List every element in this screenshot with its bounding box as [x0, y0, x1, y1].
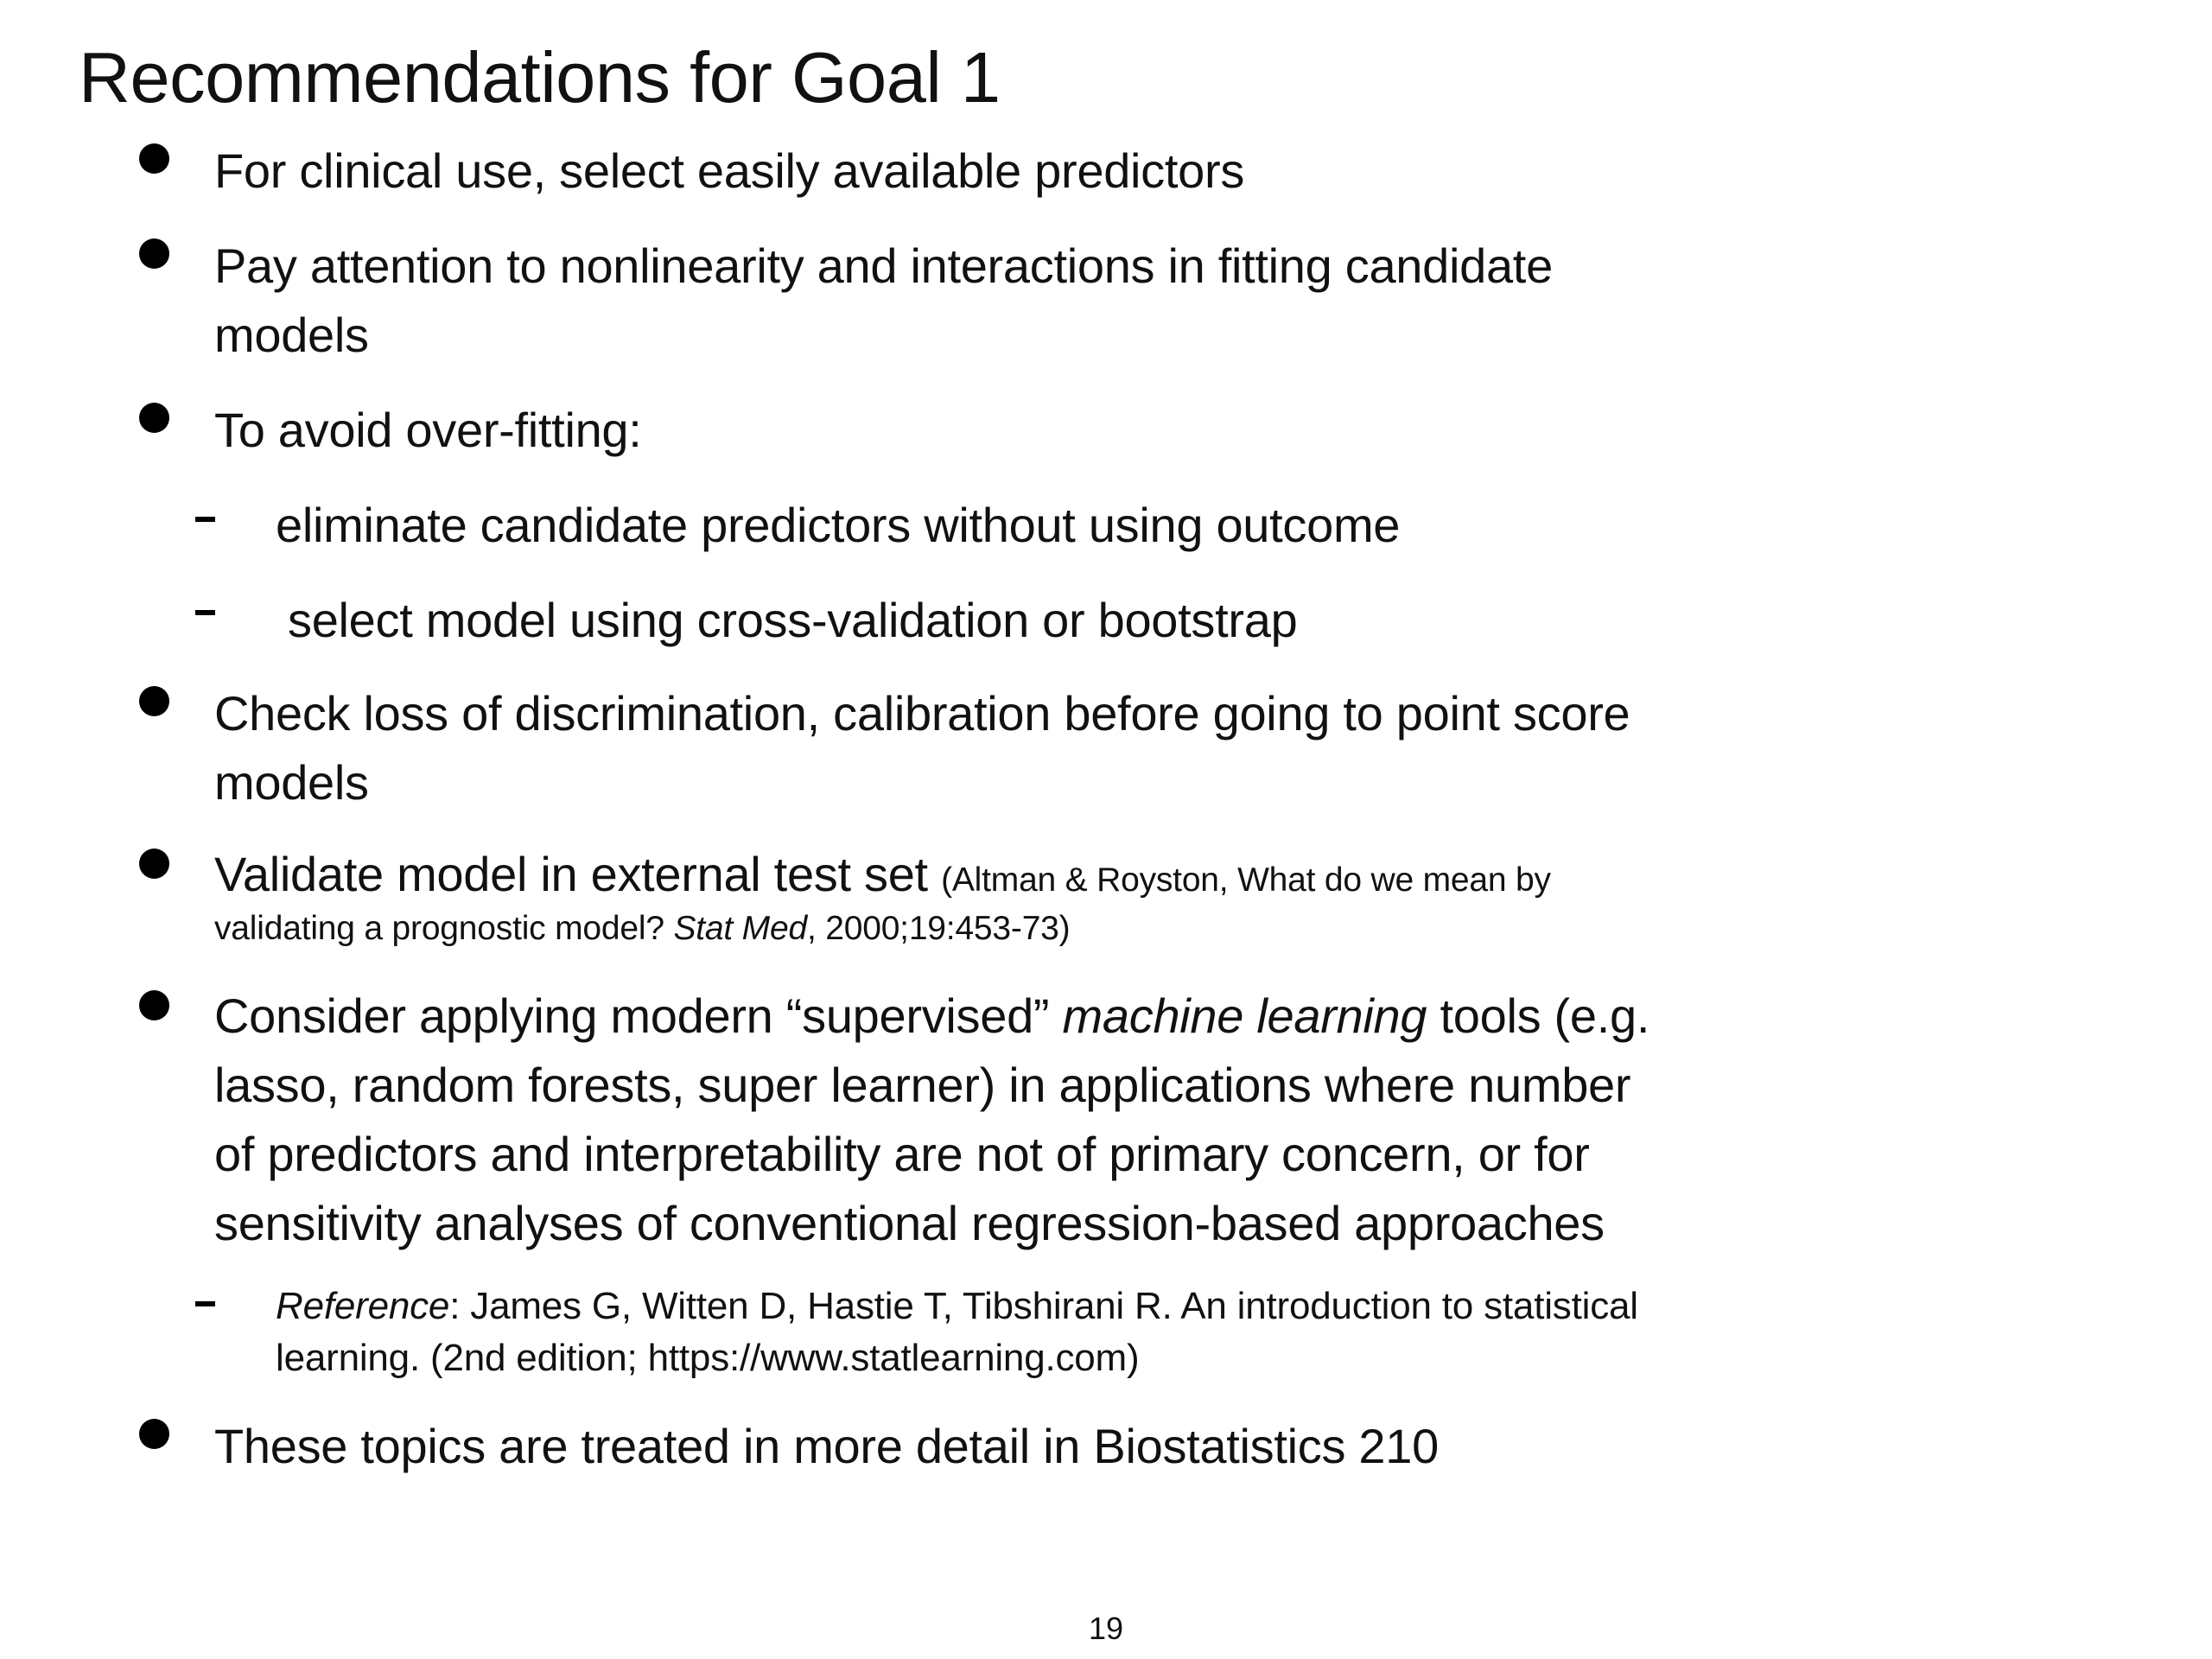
sub-bullet-dash	[195, 1301, 215, 1306]
bullet-text: For clinical use, select easily available predictors	[214, 143, 1245, 198]
slide-title: Recommendations for Goal 1	[79, 37, 1001, 118]
bullet-dot	[139, 238, 169, 269]
bullet-text: Check loss of discrimination, calibration before going to point score	[214, 686, 1630, 741]
bullet-text: of predictors and interpretability are not of primary concern, or for	[214, 1127, 1590, 1181]
reference-label: Reference	[276, 1285, 450, 1327]
bullet-dot	[139, 143, 169, 174]
bullet-text: To avoid over-fitting:	[214, 403, 642, 457]
bullet-text: sensitivity analyses of conventional regression-based approaches	[214, 1196, 1605, 1250]
bullet-text: models	[214, 308, 369, 362]
sub-bullet-text: select model using cross-validation or bootstrap	[288, 593, 1298, 647]
bullet-text: These topics are treated in more detail in Biostatistics 210	[214, 1419, 1439, 1473]
bullet-text-part: tools (e.g.	[1440, 988, 1650, 1043]
page-number: 19	[1088, 1611, 1124, 1646]
bullet-text-part: Consider applying modern “supervised”	[214, 988, 1050, 1043]
citation-text	[214, 899, 1070, 959]
bullet-dot	[139, 403, 169, 433]
bullet-main-text: Validate model in external test set	[214, 847, 928, 901]
citation-text: (Altman & Royston, What do we mean by	[941, 861, 1551, 899]
bullet-text	[214, 982, 1649, 1051]
reference-body: : James G, Witten D, Hastie T, Tibshirani R. An introduction to statistical	[449, 1285, 1638, 1327]
emphasis-text: machine learning	[1062, 988, 1427, 1043]
sub-bullet-dash	[195, 517, 215, 522]
journal-name: Stat Med	[673, 910, 807, 947]
bullet-dot	[139, 686, 169, 716]
reference-text	[276, 1281, 1638, 1332]
sub-bullet-text: eliminate candidate predictors without using outcome	[276, 498, 1401, 552]
citation-part: , 2000;19:453-73)	[806, 910, 1071, 947]
bullet-dot	[139, 990, 169, 1020]
reference-text: learning. (2nd edition; https://www.statlearning.com)	[276, 1337, 1140, 1379]
sub-bullet-dash	[195, 610, 215, 615]
citation-part: validating a prognostic model?	[214, 910, 664, 947]
bullet-text: Pay attention to nonlinearity and interactions in fitting candidate	[214, 238, 1553, 293]
bullet-dot	[139, 1419, 169, 1449]
bullet-text: models	[214, 755, 369, 810]
bullet-text: lasso, random forests, super learner) in applications where number	[214, 1058, 1631, 1112]
bullet-dot	[139, 849, 169, 879]
